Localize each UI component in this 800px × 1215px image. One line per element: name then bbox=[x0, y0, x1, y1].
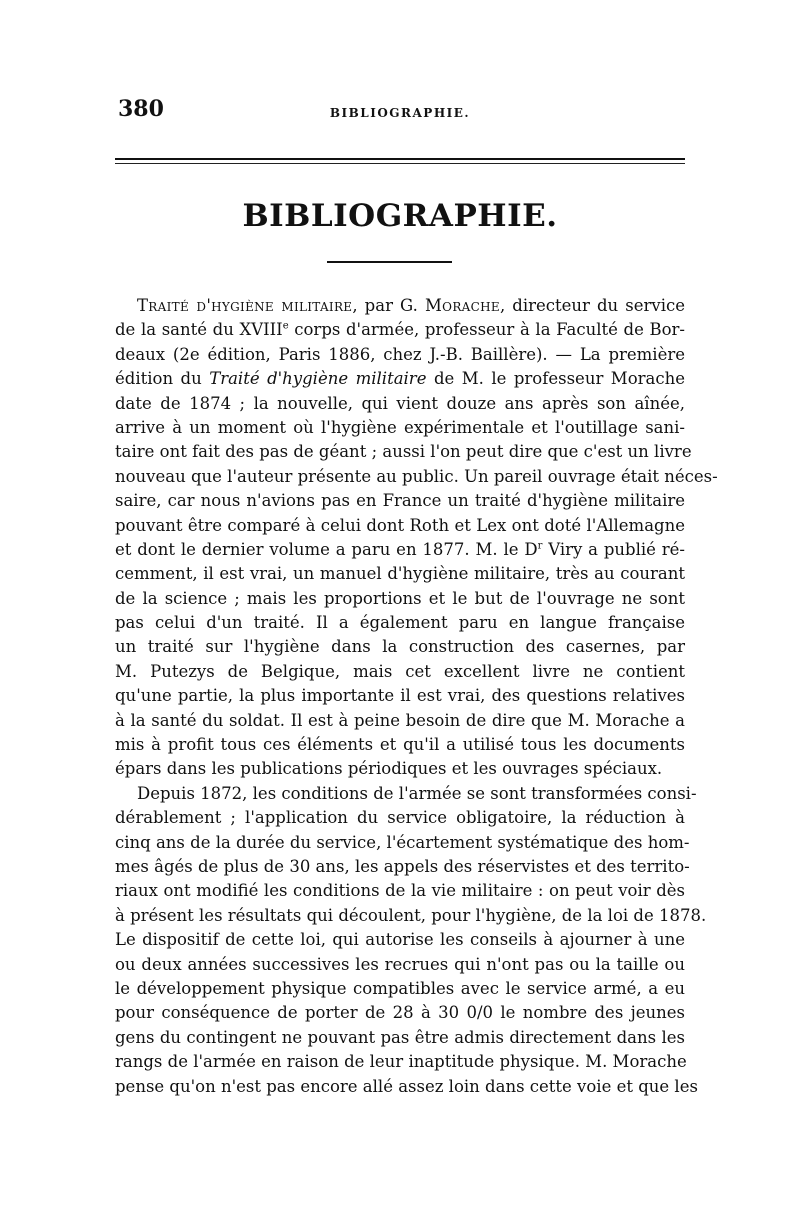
text-line: un traité sur l'hygiène dans la construction des casernes, par bbox=[115, 637, 685, 657]
body-text bbox=[115, 294, 718, 1099]
text-line: qu'une partie, la plus importante il est vrai, des questions relatives bbox=[115, 686, 685, 706]
text-line: mes âgés de plus de 30 ans, les appels des réservistes et des territo- bbox=[115, 856, 690, 876]
text-line: taire ont fait des pas de géant ; aussi l'on peut dire que c'est un livre bbox=[115, 442, 692, 462]
text-line: Depuis 1872, les conditions de l'armée se sont transformées consi- bbox=[137, 783, 697, 803]
text-line: M. Putezys de Belgique, mais cet excellent livre ne contient bbox=[115, 661, 685, 681]
text-line: le développement physique compatibles avec le service armé, a eu bbox=[115, 978, 685, 998]
text-line: Le dispositif de cette loi, qui autorise les conseils à ajourner à une bbox=[115, 930, 685, 950]
text-line: arrive à un moment où l'hygiène expérimentale et l'outillage sani- bbox=[115, 417, 685, 437]
text-line: pas celui d'un traité. Il a également paru en langue française bbox=[115, 613, 685, 633]
text-line: de la santé du XVIIIe corps d'armée, professeur à la Faculté de Bor- bbox=[115, 320, 685, 340]
title-rule bbox=[327, 261, 452, 263]
page-number: 380 bbox=[118, 96, 164, 122]
section-title: BIBLIOGRAPHIE. bbox=[242, 198, 558, 234]
text-line: ou deux années successives les recrues qui n'ont pas ou la taille ou bbox=[115, 954, 685, 974]
text-line: à présent les résultats qui découlent, pour l'hygiène, de la loi de 1878. bbox=[115, 905, 707, 925]
text-line: pour conséquence de porter de 28 à 30 0/0 le nombre des jeunes bbox=[115, 1003, 685, 1023]
header-rule-thin bbox=[115, 163, 685, 164]
text-line: à la santé du soldat. Il est à peine besoin de dire que M. Morache a bbox=[115, 710, 685, 730]
header-rule-thick bbox=[115, 158, 685, 160]
text-line: rangs de l'armée en raison de leur inaptitude physique. M. Morache bbox=[115, 1052, 687, 1072]
text-line: nouveau que l'auteur présente au public. Un pareil ouvrage était néces- bbox=[115, 466, 718, 486]
text-line: cemment, il est vrai, un manuel d'hygiène militaire, très au courant bbox=[115, 564, 685, 584]
text-line: deaux (2e édition, Paris 1886, chez J.-B. Baillère). — La première bbox=[115, 344, 685, 364]
text-line: dérablement ; l'application du service obligatoire, la réduction à bbox=[115, 808, 685, 828]
text-line: et dont le dernier volume a paru en 1877. M. le $D^r$ Viry a publié ré- bbox=[115, 539, 685, 559]
text-line: Traité d'hygiène militaire, par G. Morache, directeur du service bbox=[137, 296, 685, 315]
text-line: riaux ont modifié les conditions de la vie militaire : on peut voir dès bbox=[115, 881, 685, 901]
text-line: épars dans les publications périodiques et les ouvrages spéciaux. bbox=[115, 759, 663, 779]
text-line: de la science ; mais les proportions et le but de l'ouvrage ne sont bbox=[115, 588, 685, 608]
text-line: gens du contingent ne pouvant pas être admis directement dans les bbox=[115, 1027, 685, 1047]
text-line: mis à profit tous ces éléments et qu'il a utilisé tous les documents bbox=[115, 735, 685, 755]
text-line: édition du Traité d'hygiène militaire de M. le professeur Morache bbox=[115, 369, 685, 389]
text-line: date de 1874 ; la nouvelle, qui vient douze ans après son aînée, bbox=[115, 393, 685, 413]
text-line: cinq ans de la durée du service, l'écartement systématique des hom- bbox=[115, 832, 690, 852]
text-line: pense qu'on n'est pas encore allé assez loin dans cette voie et que les bbox=[115, 1076, 698, 1096]
running-title: BIBLIOGRAPHIE. bbox=[329, 106, 471, 120]
text-line: pouvant être comparé à celui dont Roth et Lex ont doté l'Allemagne bbox=[115, 515, 685, 535]
running-head bbox=[118, 96, 682, 126]
text-line: saire, car nous n'avions pas en France un traité d'hygiène militaire bbox=[115, 491, 685, 511]
